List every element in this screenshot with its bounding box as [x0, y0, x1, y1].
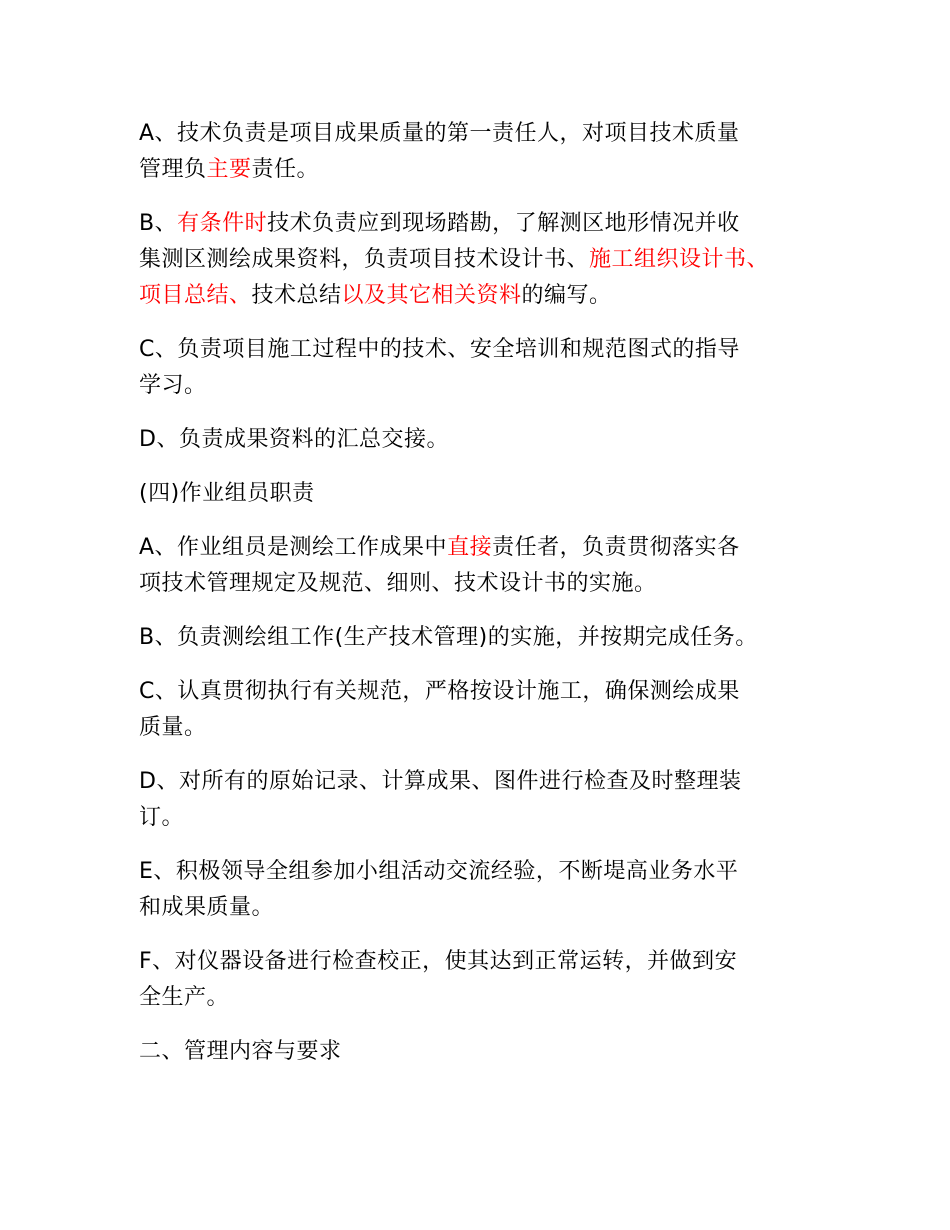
text-run: 二、管理内容与要求	[139, 1039, 342, 1064]
text-run: A、作业组员是测绘工作成果中	[139, 535, 448, 560]
text-line	[139, 206, 819, 242]
text-line	[139, 278, 819, 314]
paragraph-member-e	[139, 854, 819, 926]
highlighted-text: 以及其它相关资料	[341, 283, 522, 308]
text-run: 全生产。	[139, 985, 230, 1010]
text-run: 技术总结	[251, 283, 342, 308]
paragraph-member-a	[139, 530, 819, 602]
paragraph-tech-lead-d	[139, 422, 819, 458]
text-run: D、对所有的原始记录、计算成果、图件进行检查及时整理装	[139, 769, 742, 794]
text-run: C、负责项目施工过程中的技术、安全培训和规范图式的指导	[139, 337, 740, 362]
text-line	[139, 980, 819, 1016]
highlighted-text: 项目总结、	[139, 283, 252, 308]
text-run: F、对仪器设备进行检查校正，使其达到正常运转，并做到安	[139, 949, 738, 974]
text-line	[139, 944, 819, 980]
text-line	[139, 368, 819, 404]
text-line	[139, 800, 819, 836]
text-run: C、认真贯彻执行有关规范，严格按设计施工，确保测绘成果	[139, 679, 740, 704]
text-run: D、负责成果资料的汇总交接。	[139, 427, 449, 452]
text-line	[139, 890, 819, 926]
text-run: B、负责测绘组工作(生产技术管理)的实施，并按期完成任务。	[139, 625, 758, 650]
text-run: 订。	[139, 805, 185, 830]
paragraph-section-2-heading	[139, 1034, 819, 1070]
text-run: 责任者，负责贯彻落实各	[492, 535, 740, 560]
text-line	[139, 152, 819, 188]
paragraph-tech-lead-b	[139, 206, 819, 314]
text-run: 质量。	[139, 715, 207, 740]
text-line	[139, 1034, 819, 1070]
paragraph-tech-lead-a	[139, 116, 819, 188]
paragraph-member-f	[139, 944, 819, 1016]
text-run: 项技术管理规定及规范、细则、技术设计书的实施。	[139, 571, 657, 596]
text-run: A、技术负责是项目成果质量的第一责任人，对项目技术质量	[139, 121, 740, 146]
text-line	[139, 422, 819, 458]
text-line	[139, 116, 819, 152]
text-run: 的编写。	[521, 283, 612, 308]
text-line	[139, 332, 819, 368]
text-run: B、	[139, 211, 178, 236]
text-run: 和成果质量。	[139, 895, 275, 920]
document-page	[139, 116, 819, 1088]
highlighted-text: 直接	[447, 535, 493, 560]
text-run: 管理负	[139, 157, 207, 182]
text-run: 集测区测绘成果资料，负责项目技术设计书、	[139, 247, 590, 272]
paragraph-member-d	[139, 764, 819, 836]
text-line	[139, 620, 819, 656]
text-line	[139, 530, 819, 566]
text-line	[139, 710, 819, 746]
highlighted-text: 施工组织设计书、	[589, 247, 770, 272]
paragraph-tech-lead-c	[139, 332, 819, 404]
highlighted-text: 有条件时	[177, 211, 268, 236]
text-run: (四)作业组员职责	[139, 481, 315, 506]
text-line	[139, 566, 819, 602]
text-line	[139, 764, 819, 800]
paragraph-member-c	[139, 674, 819, 746]
text-line	[139, 674, 819, 710]
text-run: E、积极领导全组参加小组活动交流经验，不断堤高业务水平	[139, 859, 739, 884]
text-run: 学习。	[139, 373, 207, 398]
text-line	[139, 854, 819, 890]
highlighted-text: 主要	[206, 157, 252, 182]
text-line	[139, 242, 819, 278]
text-run: 责任。	[251, 157, 320, 182]
text-run: 技术负责应到现场踏勘，了解测区地形情况并收	[267, 211, 740, 236]
paragraph-member-b	[139, 620, 819, 656]
text-line	[139, 476, 819, 512]
paragraph-section-4-heading	[139, 476, 819, 512]
